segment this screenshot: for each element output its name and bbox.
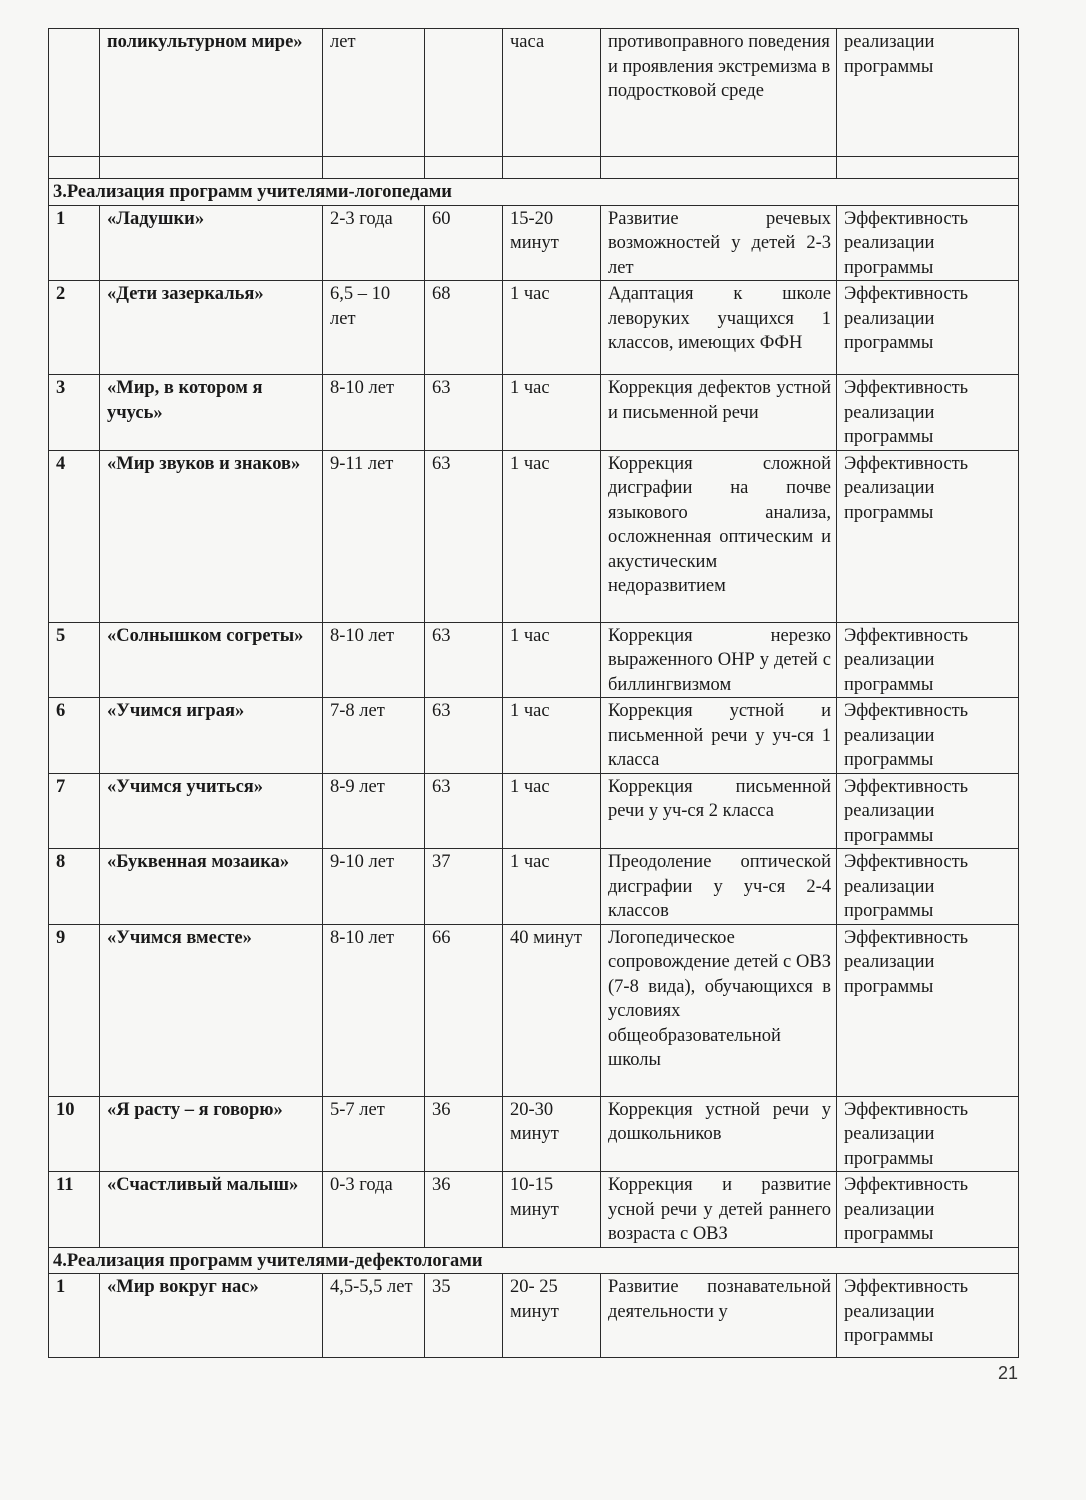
- cell-age: 2-3 года: [323, 205, 425, 281]
- cell-hours: 63: [425, 773, 503, 849]
- cell-program-name: поликультурном мире»: [100, 29, 323, 157]
- cell-program-name: «Мир вокруг нас»: [100, 1274, 323, 1358]
- cell-age: 7-8 лет: [323, 698, 425, 774]
- section-3-header: [49, 179, 1019, 206]
- cell-result: Эффективность реализации программы: [837, 622, 1019, 698]
- cell-hours: [425, 29, 503, 157]
- cell-duration: 1 час: [503, 281, 601, 375]
- cell-program-name: «Мир звуков и знаков»: [100, 450, 323, 622]
- cell-goal: Коррекция и развитие усной речи у детей раннего возраста с ОВЗ: [601, 1172, 837, 1248]
- cell-hours: 35: [425, 1274, 503, 1358]
- cell-goal: противоправного поведения и проявления экстремизма в подростковой среде: [601, 29, 837, 157]
- cell-result: Эффективность реализации программы: [837, 1096, 1019, 1172]
- cell-num: 5: [49, 622, 100, 698]
- cell-hours: 66: [425, 924, 503, 1096]
- cell-program-name: «Мир, в котором я учусь»: [100, 375, 323, 451]
- cell-num: 8: [49, 849, 100, 925]
- cell-duration: 1 час: [503, 698, 601, 774]
- table-row: [49, 622, 1019, 698]
- cell-goal: Логопедическое сопровождение детей с ОВЗ (7-8 вида), обучающихся в условиях общеобразовательной школы: [601, 924, 837, 1096]
- cell-num: 11: [49, 1172, 100, 1248]
- cell-age: 4,5-5,5 лет: [323, 1274, 425, 1358]
- table-row-empty: [49, 157, 1019, 179]
- cell-goal: Развитие познавательной деятельности у: [601, 1274, 837, 1358]
- cell-goal: Коррекция устной речи у дошкольников: [601, 1096, 837, 1172]
- section-3-title: 3.Реализация программ учителями-логопедами: [49, 179, 1019, 206]
- cell-num: 4: [49, 450, 100, 622]
- cell-goal: Преодоление оптической дисграфии у уч-ся 2-4 классов: [601, 849, 837, 925]
- table-row: [49, 205, 1019, 281]
- cell-duration: 1 час: [503, 849, 601, 925]
- cell-goal: Коррекция нерезко выраженного ОНР у детей с биллингвизмом: [601, 622, 837, 698]
- cell-program-name: «Дети зазеркалья»: [100, 281, 323, 375]
- cell-goal: Коррекция устной и письменной речи у уч-ся 1 класса: [601, 698, 837, 774]
- table-row: [49, 281, 1019, 375]
- cell-result: Эффективность реализации программы: [837, 849, 1019, 925]
- cell-result: Эффективность реализации программы: [837, 281, 1019, 375]
- cell-num: 1: [49, 205, 100, 281]
- table-row: [49, 773, 1019, 849]
- table-row: [49, 1172, 1019, 1248]
- cell-num: 3: [49, 375, 100, 451]
- cell-age: 9-11 лет: [323, 450, 425, 622]
- cell-num: 1: [49, 1274, 100, 1358]
- cell-hours: 63: [425, 450, 503, 622]
- cell-age: 8-10 лет: [323, 924, 425, 1096]
- cell-duration: 10-15 минут: [503, 1172, 601, 1248]
- cell-num: 7: [49, 773, 100, 849]
- cell-age: 9-10 лет: [323, 849, 425, 925]
- table-row: [49, 450, 1019, 622]
- section-4-title: 4.Реализация программ учителями-дефектологами: [49, 1247, 1019, 1274]
- table-row-continued: [49, 29, 1019, 157]
- cell-goal: Коррекция сложной дисграфии на почве языкового анализа, осложненная оптическим и акустическим недоразвитием: [601, 450, 837, 622]
- cell-duration: 20-30 минут: [503, 1096, 601, 1172]
- cell-result: Эффективность реализации программы: [837, 1172, 1019, 1248]
- cell-result: Эффективность реализации программы: [837, 205, 1019, 281]
- cell-age: лет: [323, 29, 425, 157]
- cell-num: 6: [49, 698, 100, 774]
- cell-result: Эффективность реализации программы: [837, 375, 1019, 451]
- table-row: [49, 375, 1019, 451]
- cell-age: 8-10 лет: [323, 622, 425, 698]
- cell-goal: Коррекция дефектов устной и письменной речи: [601, 375, 837, 451]
- cell-duration: часа: [503, 29, 601, 157]
- cell-age: 6,5 – 10 лет: [323, 281, 425, 375]
- cell-hours: 63: [425, 375, 503, 451]
- cell-program-name: «Учимся вместе»: [100, 924, 323, 1096]
- cell-age: 8-9 лет: [323, 773, 425, 849]
- cell-result: реализации программы: [837, 29, 1019, 157]
- document-page: [48, 28, 1018, 1358]
- cell-num: 9: [49, 924, 100, 1096]
- cell-goal: Коррекция письменной речи у уч-ся 2 класса: [601, 773, 837, 849]
- table-row: [49, 1096, 1019, 1172]
- cell-result: Эффективность реализации программы: [837, 773, 1019, 849]
- table-row: [49, 849, 1019, 925]
- cell-program-name: «Ладушки»: [100, 205, 323, 281]
- cell-duration: 15-20 минут: [503, 205, 601, 281]
- cell-hours: 36: [425, 1172, 503, 1248]
- cell-program-name: «Солнышком согреты»: [100, 622, 323, 698]
- cell-program-name: «Счастливый малыш»: [100, 1172, 323, 1248]
- cell-hours: 63: [425, 622, 503, 698]
- cell-num: [49, 29, 100, 157]
- cell-duration: 1 час: [503, 375, 601, 451]
- cell-result: Эффективность реализации программы: [837, 924, 1019, 1096]
- section-4-header: [49, 1247, 1019, 1274]
- cell-num: 2: [49, 281, 100, 375]
- cell-age: 0-3 года: [323, 1172, 425, 1248]
- cell-hours: 37: [425, 849, 503, 925]
- cell-duration: 1 час: [503, 622, 601, 698]
- cell-duration: 1 час: [503, 450, 601, 622]
- cell-program-name: «Учимся учиться»: [100, 773, 323, 849]
- page-number: 21: [998, 1363, 1019, 1383]
- cell-age: 8-10 лет: [323, 375, 425, 451]
- table-row: [49, 1274, 1019, 1358]
- cell-program-name: «Буквенная мозаика»: [100, 849, 323, 925]
- cell-goal: Развитие речевых возможностей у детей 2-3 лет: [601, 205, 837, 281]
- cell-program-name: «Я расту – я говорю»: [100, 1096, 323, 1172]
- cell-hours: 36: [425, 1096, 503, 1172]
- cell-goal: Адаптация к школе леворуких учащихся 1 классов, имеющих ФФН: [601, 281, 837, 375]
- cell-num: 10: [49, 1096, 100, 1172]
- cell-hours: 63: [425, 698, 503, 774]
- cell-duration: 1 час: [503, 773, 601, 849]
- programs-table: [48, 28, 1019, 1358]
- cell-age: 5-7 лет: [323, 1096, 425, 1172]
- table-row: [49, 924, 1019, 1096]
- cell-duration: 20- 25 минут: [503, 1274, 601, 1358]
- cell-result: Эффективность реализации программы: [837, 698, 1019, 774]
- cell-result: Эффективность реализации программы: [837, 1274, 1019, 1358]
- cell-hours: 60: [425, 205, 503, 281]
- cell-program-name: «Учимся играя»: [100, 698, 323, 774]
- cell-result: Эффективность реализации программы: [837, 450, 1019, 622]
- cell-hours: 68: [425, 281, 503, 375]
- cell-duration: 40 минут: [503, 924, 601, 1096]
- table-row: [49, 698, 1019, 774]
